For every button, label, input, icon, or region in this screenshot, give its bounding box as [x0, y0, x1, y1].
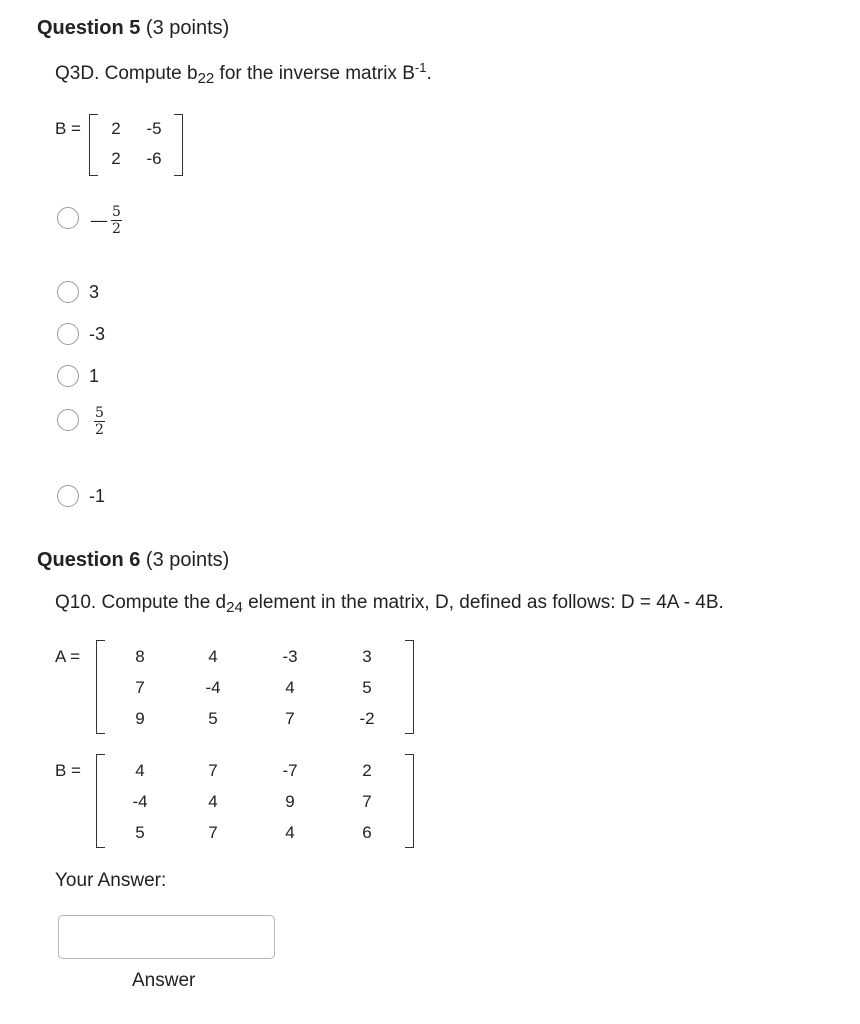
question-5-prompt: [55, 62, 432, 86]
matrix-cell: 3: [362, 647, 372, 666]
question-6-prompt: [55, 591, 724, 615]
matrix-cell: 7: [135, 678, 145, 697]
matrix-a-left-bracket: [96, 640, 105, 734]
matrix-cell: 4: [135, 761, 145, 780]
matrix-a-right-bracket: [405, 640, 414, 734]
fraction-denominator: 2: [112, 221, 121, 237]
prompt-text: Q3D. Compute b: [55, 63, 198, 84]
question-5-label: Question 5: [37, 17, 141, 39]
prompt-text-mid: for the inverse matrix B: [214, 63, 415, 84]
matrix-cell: 9: [135, 709, 145, 728]
matrix-cell: 5: [135, 823, 145, 842]
matrix-cell: -4: [132, 792, 148, 811]
matrix-cell: 7: [208, 761, 218, 780]
prompt-subscript: 22: [197, 70, 215, 87]
prompt-text: Q10. Compute the d: [55, 592, 227, 613]
matrix-cell: 5: [208, 709, 218, 728]
matrix-cell: -5: [146, 119, 162, 138]
your-answer-label: Your Answer:: [55, 870, 167, 891]
question-5-title: [37, 16, 229, 40]
matrix-cell: 7: [208, 823, 218, 842]
matrix-cell: -4: [205, 678, 221, 697]
matrix-cell: 4: [285, 823, 295, 842]
matrix-cell: -2: [359, 709, 375, 728]
option-label-3: -3: [89, 324, 106, 344]
option-label-4: 1: [89, 366, 100, 386]
prompt-superscript: -1: [414, 60, 427, 75]
option-sign: —: [90, 209, 108, 231]
matrix-cell: 4: [285, 678, 295, 697]
question-6-label: Question 6: [37, 549, 141, 571]
option-radio-5[interactable]: [57, 409, 79, 431]
matrix-a-label: A =: [55, 647, 81, 666]
option-radio-1[interactable]: [57, 207, 79, 229]
prompt-text-end: element in the matrix, D, defined as follows: D = 4A - 4B.: [242, 592, 724, 613]
matrix-cell: 2: [111, 149, 121, 168]
matrix-cell: 2: [362, 761, 372, 780]
matrix-cell: 5: [362, 678, 372, 697]
matrix-b2-right-bracket: [405, 754, 414, 848]
option-radio-6[interactable]: [57, 485, 79, 507]
prompt-subscript: 24: [226, 599, 243, 616]
option-label-6: -1: [89, 486, 106, 506]
option-fraction: [94, 406, 105, 437]
option-radio-2[interactable]: [57, 281, 79, 303]
fraction-denominator: 2: [95, 422, 104, 438]
matrix-cell: 6: [362, 823, 372, 842]
matrix-cell: 7: [362, 792, 372, 811]
matrix-cell: 7: [285, 709, 295, 728]
question-6-points: (3 points): [145, 549, 230, 571]
matrix-cell: 9: [285, 792, 295, 811]
option-label-5: [94, 406, 105, 437]
question-5-points: (3 points): [145, 17, 230, 39]
matrix-b2-label: B =: [55, 761, 81, 780]
fraction-numerator: 5: [112, 204, 121, 220]
answer-input[interactable]: [58, 915, 275, 959]
question-6-title: [37, 548, 229, 572]
matrix-cell: -3: [282, 647, 298, 666]
prompt-text-end: .: [426, 63, 432, 84]
option-label-2: 3: [89, 282, 100, 302]
matrix-b2-left-bracket: [96, 754, 105, 848]
matrix-cell: 4: [208, 792, 218, 811]
option-label-1: [90, 205, 122, 236]
matrix-b-label: B =: [55, 119, 81, 138]
option-radio-4[interactable]: [57, 365, 79, 387]
matrix-cell: 8: [135, 647, 145, 666]
matrix-cell: -6: [146, 149, 162, 168]
fraction-numerator: 5: [95, 405, 104, 421]
matrix-cell: -7: [282, 761, 298, 780]
answer-caption: Answer: [132, 970, 196, 991]
option-radio-3[interactable]: [57, 323, 79, 345]
matrix-cell: 2: [111, 119, 121, 138]
matrix-cell: 4: [208, 647, 218, 666]
option-fraction: [111, 205, 122, 236]
